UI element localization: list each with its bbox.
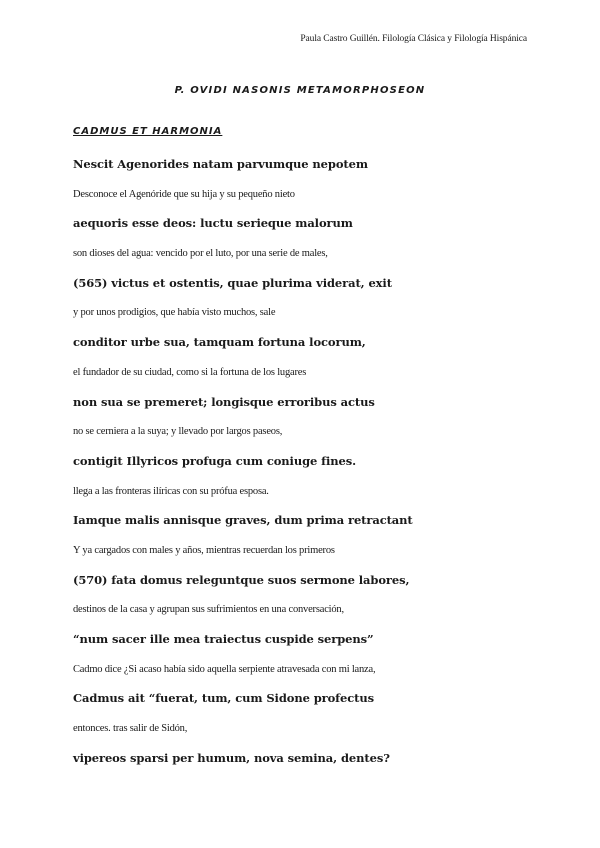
latin-verse-line: Iamque malis annisque graves, dum prima retractant <box>73 513 413 528</box>
verse-lines <box>73 150 543 773</box>
spanish-translation-line: el fundador de su ciudad, como si la fortuna de los lugares <box>73 366 307 378</box>
spanish-translation-line: no se cerniera a la suya; y llevado por largos paseos, <box>73 426 283 438</box>
spanish-translation-line: entonces. tras salir de Sidón, <box>73 723 188 735</box>
latin-verse-line: “num sacer ille mea traiectus cuspide serpens” <box>73 632 374 646</box>
latin-verse-line: vipereos sparsi per humum, nova semina, dentes? <box>73 750 390 765</box>
latin-verse-line: aequoris esse deos: luctu serieque malorum <box>73 216 353 231</box>
latin-verse-line: (570) fata domus releguntque suos sermone labores, <box>73 572 410 587</box>
page-header-author: Paula Castro Guillén. Filología Clásica y Filología Hispánica <box>300 34 527 44</box>
document-title: P. OVIDI NASONIS METAMORPHOSEON <box>174 85 426 96</box>
spanish-translation-line: Y ya cargados con males y años, mientras recuerdan los primeros <box>73 544 335 556</box>
spanish-translation-line: llega a las fronteras ilíricas con su prófua esposa. <box>73 485 269 497</box>
latin-verse-line: contigit Illyricos profuga cum coniuge fines. <box>73 453 357 468</box>
spanish-translation-line: Cadmo dice ¿Si acaso había sido aquella serpiente atravesada con mi lanza, <box>73 663 376 675</box>
latin-verse-line: (565) victus et ostentis, quae plurima viderat, exit <box>73 275 392 290</box>
spanish-translation-line: y por unos prodigios, que había visto muchos, sale <box>73 307 276 319</box>
spanish-translation-line: Desconoce el Agenóride que su hija y su pequeño nieto <box>73 188 295 200</box>
latin-verse-line: non sua se premeret; longisque erroribus actus <box>73 394 375 409</box>
latin-verse-line: conditor urbe sua, tamquam fortuna locorum, <box>73 335 366 350</box>
latin-verse-line: Cadmus ait “fuerat, tum, cum Sidone profectus <box>73 691 374 706</box>
spanish-translation-line: son dioses del agua: vencido por el luto, por una serie de males, <box>73 248 328 260</box>
section-title: CADMUS ET HARMONIA <box>73 126 223 137</box>
spanish-translation-line: destinos de la casa y agrupan sus sufrimientos en una conversación, <box>73 604 344 616</box>
latin-verse-line: Nescit Agenorides natam parvumque nepotem <box>73 157 368 171</box>
